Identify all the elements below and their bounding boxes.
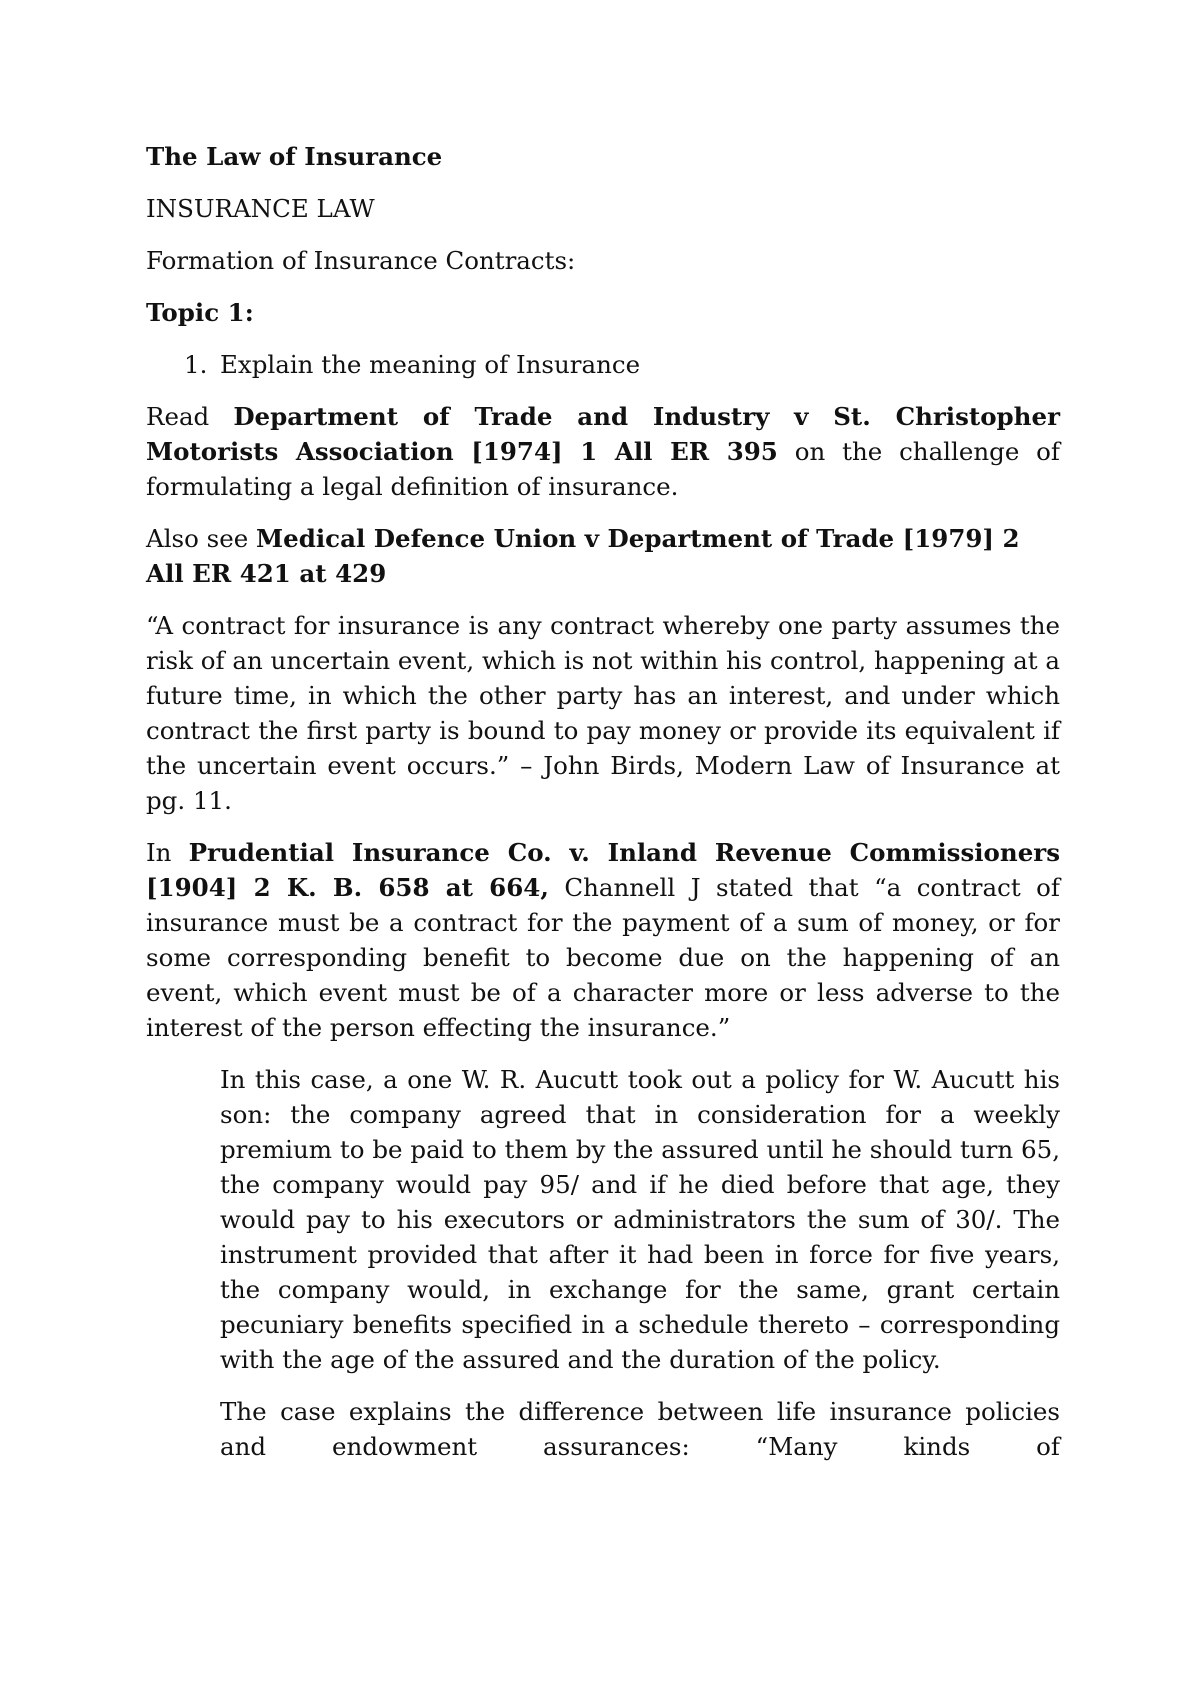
numbered-list <box>146 347 1060 382</box>
document-body <box>146 139 1060 1481</box>
paragraph-lead: Also see <box>146 524 256 553</box>
indented-paragraph-case-facts: In this case, a one W. R. Aucutt took out a policy for W. Aucutt his son: the company agreed that in consideration for a weekly premium to be paid to them by the assured until he should turn 65, the company would pay 95/ and if he died before that age, they would pay to his executors or administrators the sum of 30/. The instrument provided that after it had been in force for five years, the company would, in exchange for the same, grant certain pecuniary benefits specified in a schedule thereto – corresponding with the age of the assured and the duration of the policy. <box>220 1065 1060 1374</box>
section-heading: Formation of Insurance Contracts: <box>146 246 576 275</box>
paragraph-also <box>146 521 1060 591</box>
document-subtitle: INSURANCE LAW <box>146 194 375 223</box>
quote-paragraph: “A contract for insurance is any contract whereby one party assumes the risk of an uncertain event, which is not within his control, happening at a future time, in which the other party has an interest, and under which contract the first party is bound to pay money or provide its equivalent if the uncertain event occurs.” – John Birds, Modern Law of Insurance at pg. 11. <box>146 611 1060 815</box>
indented-paragraph-text: The case explains the difference between life insurance policies and endowment assurances: “Many kinds of <box>220 1397 1060 1461</box>
paragraph-read <box>146 399 1060 504</box>
case-citation: Department of Trade and Industry v St. Christopher Motorists Association [1974] 1 All ER 395 <box>146 402 1060 466</box>
list-item-text: Explain the meaning of Insurance <box>220 350 641 379</box>
paragraph-tail: Channell J stated that “a contract of insurance must be a contract for the payment of a sum of money, or for some corresponding benefit to become due on the happening of an event, which event must be of a character more or less adverse to the interest of the person effecting the insurance.” <box>146 873 1060 1042</box>
paragraph-tail: on the challenge of formulating a legal definition of insurance. <box>146 437 1060 501</box>
paragraph-lead: In <box>146 838 189 867</box>
list-item: 1. Explain the meaning of Insurance <box>146 347 1060 382</box>
case-citation: Prudential Insurance Co. v. Inland Revenue Commissioners [1904] 2 K. B. 658 at 664, <box>146 838 1060 902</box>
paragraph-lead: Read <box>146 402 234 431</box>
case-citation: Medical Defence Union v Department of Trade [1979] 2 All ER 421 at 429 <box>146 524 1020 588</box>
document-title: The Law of Insurance <box>146 142 443 171</box>
topic-heading: Topic 1: <box>146 298 254 327</box>
indented-paragraph-difference <box>220 1394 1060 1464</box>
paragraph-prudential <box>146 835 1060 1045</box>
